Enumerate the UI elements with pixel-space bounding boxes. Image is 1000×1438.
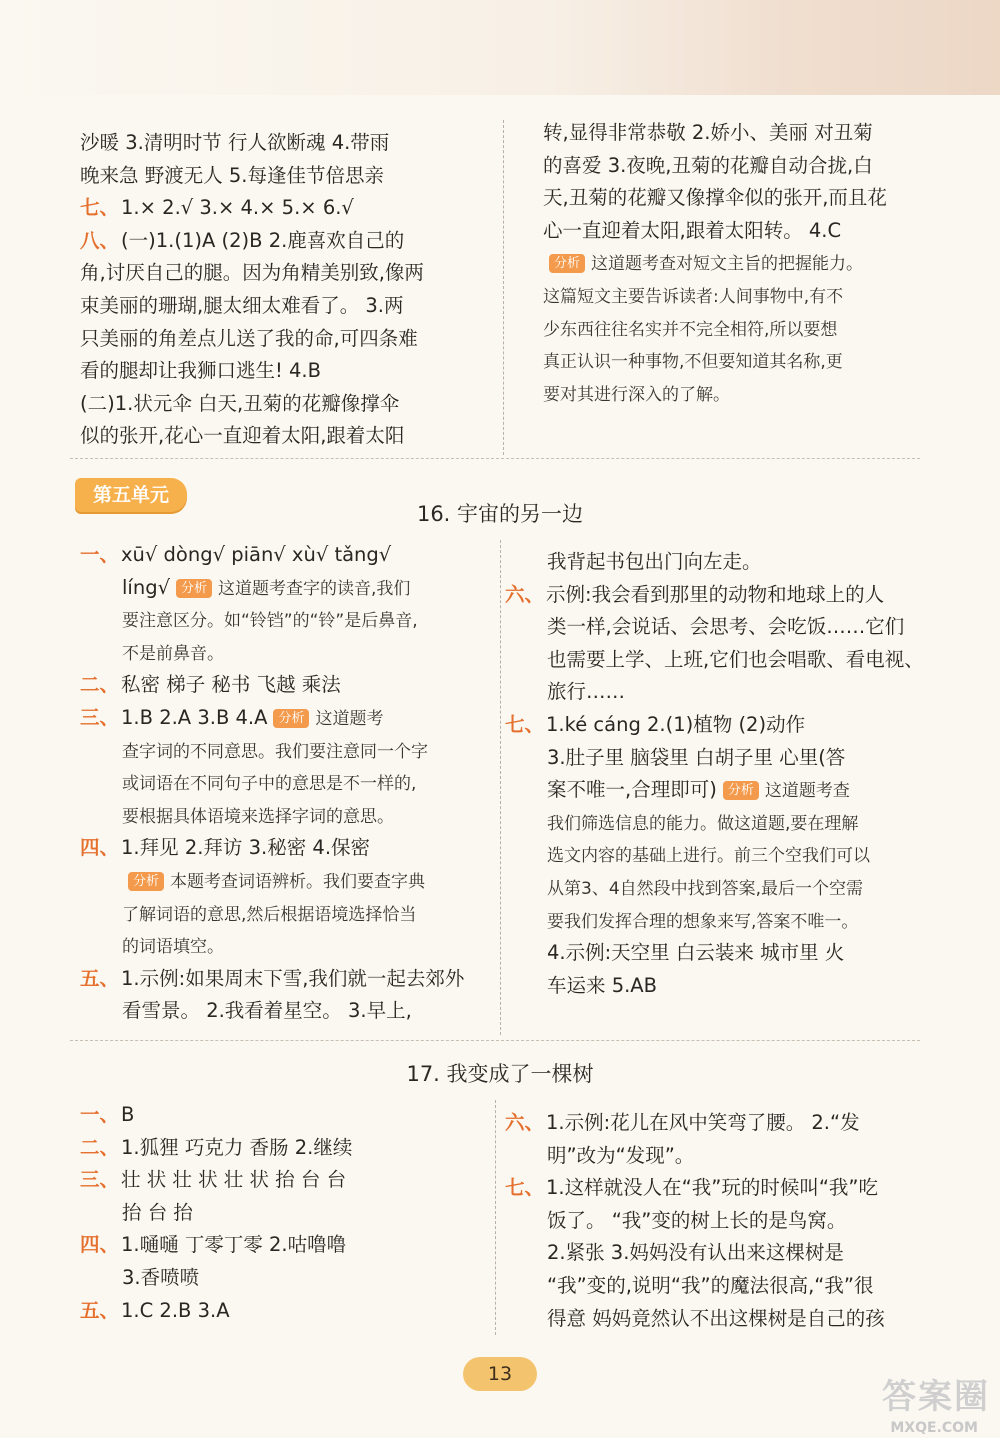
answer-line: 角,讨厌自己的腿。因为角精美别致,像两: [80, 261, 424, 285]
answer-text: 少东西往往名实并不完全相符,所以要想: [543, 319, 838, 340]
answer-line: [80, 604, 490, 637]
sec17-right-column: [505, 1107, 925, 1335]
section-16-title: 16. 宇宙的另一边: [416, 502, 584, 526]
answer-line: [505, 872, 925, 905]
answer-line: [80, 539, 490, 572]
answer-text: 1.ké cáng 2.(1)植物 (2)动作: [546, 712, 806, 736]
answer-line: [505, 905, 925, 938]
answer-line: [80, 669, 490, 702]
answer-line: [505, 1270, 925, 1303]
answer-line: [505, 970, 925, 1003]
question-marker: 六、: [505, 1111, 545, 1134]
answer-text: 得意 妈妈竟然认不出这棵树是自己的孩: [547, 1306, 885, 1330]
answer-line: [80, 637, 490, 670]
answer-line: [80, 800, 490, 833]
answer-text: 1.C 2.B 3.A: [121, 1298, 230, 1322]
answer-text: 也需要上学、上班,它们也会唱歌、看电视、: [547, 647, 924, 671]
answer-text: líng√: [122, 575, 170, 599]
answer-text: xū√ dòng√ piān√ xù√ tǎng√: [121, 543, 392, 566]
question-marker: 五、: [80, 1298, 120, 1322]
answer-text: B: [121, 1103, 135, 1126]
answer-line: 的喜爱 3.夜晚,丑菊的花瓣自动合拢,白: [543, 153, 873, 177]
answer-line: [80, 192, 490, 225]
watermark: 答案圈: [882, 1377, 990, 1417]
answer-line: [505, 579, 925, 612]
answer-line: [80, 1262, 490, 1295]
answer-text: 饭了。 “我”变的树上长的是鸟窝。: [547, 1208, 847, 1232]
answer-line: [80, 702, 490, 735]
answer-line: [80, 572, 490, 605]
answer-line: [80, 865, 490, 898]
answer-text: 我背起书包出门向左走。: [547, 550, 762, 573]
answer-line: [505, 807, 925, 840]
analysis-text: 这道题考查字的读音,我们: [218, 578, 411, 599]
answer-text: 要根据具体语境来选择字词的意思。: [122, 806, 394, 827]
analysis-text: 这道题考查: [764, 781, 850, 802]
question-marker: 五、: [80, 966, 120, 990]
separator-mid: [70, 1040, 920, 1041]
answer-text: 类一样,会说话、会思考、会吃饭……它们: [547, 615, 905, 639]
answer-text: 1.狐狸 巧克力 香肠 2.继续: [121, 1135, 353, 1159]
answer-line: [505, 1303, 925, 1336]
question-marker: 三、: [80, 1168, 120, 1192]
answer-text: 要对其进行深入的了解。: [543, 384, 730, 405]
answer-line: [505, 839, 925, 872]
watermark-url: MXQE.COM: [890, 1420, 978, 1436]
answer-line: 沙暖 3.清明时节 行人欲断魂 4.带雨: [80, 131, 390, 154]
answer-line: (二)1.状元伞 白天,丑菊的花瓣像撑伞: [80, 391, 400, 415]
answer-text: 抬 台 抬: [122, 1200, 193, 1224]
answer-text: 私密 梯子 秘书 飞越 乘法: [121, 673, 341, 697]
answer-line: [80, 995, 490, 1028]
answer-text: 示例:我会看到那里的动物和地球上的人: [546, 582, 885, 606]
question-marker: 七、: [505, 712, 545, 736]
question-marker: 二、: [80, 673, 120, 697]
answer-text: 不是前鼻音。: [122, 643, 224, 664]
answer-line: 心一直迎着太阳,跟着太阳转。 4.C: [543, 218, 842, 242]
section-17-title: 17. 我变成了一棵树: [406, 1062, 594, 1086]
answer-line: 晚来急 野渡无人 5.每逢佳节倍思亲: [80, 163, 385, 187]
answer-line: [80, 832, 490, 865]
answer-line: [505, 709, 925, 742]
answer-text: 4.示例:天空里 白云装来 城市里 火: [547, 941, 845, 965]
answer-line: [80, 767, 490, 800]
answer-text: 要我们发挥合理的想象来写,答案不唯一。: [547, 911, 859, 932]
answer-text: 了解词语的意思,然后根据语境选择恰当: [122, 904, 417, 925]
top-right-column: [543, 117, 923, 410]
answer-line: [80, 735, 490, 768]
answer-line: [80, 1295, 490, 1328]
answer-line: [80, 930, 490, 963]
answer-text: 我们筛选信息的能力。做这道题,要在理解: [547, 813, 859, 834]
answer-text: 1.示例:如果周末下雪,我们就一起去郊外: [121, 966, 465, 990]
sec17-left-column: [80, 1099, 490, 1327]
analysis-badge: 分析: [176, 579, 212, 598]
answer-line: 看的腿却让我狮口逃生! 4.B: [80, 359, 321, 383]
sec16-divider: [500, 540, 501, 1035]
answer-line: [505, 546, 925, 579]
top-left-column: [80, 127, 490, 453]
analysis-badge: 分析: [723, 781, 759, 800]
separator-top: [70, 458, 920, 459]
answer-line: [505, 1140, 925, 1173]
question-marker: 八、: [80, 228, 120, 252]
analysis-badge: 分析: [549, 254, 585, 273]
answer-line: [80, 1132, 490, 1165]
answer-line: [505, 1237, 925, 1270]
answer-text: 1.B 2.A 3.B 4.A: [121, 705, 268, 729]
answer-text: 1.示例:花儿在风中笑弯了腰。 2.“发: [546, 1111, 860, 1134]
answer-text: 1.嗵嗵 丁零丁零 2.咕噜噜: [121, 1233, 347, 1257]
question-marker: 七、: [505, 1176, 545, 1200]
answer-line: [543, 345, 923, 378]
answer-line: [80, 1197, 490, 1230]
answer-line: 似的张开,花心一直迎着太阳,跟着太阳: [80, 424, 405, 448]
answer-line: [543, 247, 923, 280]
answer-line: [505, 742, 925, 775]
answer-line: [505, 1107, 925, 1140]
analysis-text: 这道题考: [315, 708, 384, 729]
answer-text: “我”变的,说明“我”的魔法很高,“我”很: [547, 1273, 874, 1297]
top-decoration: [0, 0, 1000, 95]
answer-text: 1.× 2.√ 3.× 4.× 5.× 6.√: [121, 196, 354, 220]
question-marker: 三、: [80, 705, 120, 729]
answer-text: 3.香喷喷: [122, 1265, 200, 1289]
answer-line: [543, 313, 923, 346]
analysis-text: 本题考查词语辨析。我们要查字典: [170, 871, 426, 892]
answer-line: 束美丽的珊瑚,腿太细太难看了。 3.两: [80, 293, 404, 317]
answer-text: 2.紧张 3.妈妈没有认出来这棵树是: [547, 1241, 844, 1265]
unit-badge: 第五单元: [75, 478, 187, 512]
answer-text: (一)1.(1)A (2)B 2.鹿喜欢自己的: [121, 228, 405, 252]
question-marker: 一、: [80, 543, 120, 566]
page-number: 13: [463, 1357, 537, 1391]
answer-text: 真正认识一种事物,不但要知道其名称,更: [543, 352, 843, 373]
analysis-badge: 分析: [273, 709, 309, 728]
answer-text: 查字词的不同意思。我们要注意同一个字: [122, 741, 428, 762]
answer-text: 明”改为“发现”。: [547, 1143, 695, 1167]
answer-text: 的词语填空。: [122, 937, 224, 958]
answer-line: 天,丑菊的花瓣又像撑伞似的张开,而且花: [543, 186, 887, 210]
answer-text: 看雪景。 2.我看着星空。 3.早上,: [122, 999, 412, 1023]
answer-line: [505, 1205, 925, 1238]
answer-line: [80, 225, 490, 258]
answer-line: [505, 1172, 925, 1205]
sec17-divider: [495, 1100, 496, 1335]
answer-line: [543, 378, 923, 411]
answer-text: 3.肚子里 脑袋里 白胡子里 心里(答: [547, 745, 846, 769]
answer-text: 1.拜见 2.拜访 3.秘密 4.保密: [121, 836, 371, 860]
answer-line: [543, 280, 923, 313]
sec16-left-column: [80, 539, 490, 1028]
answer-text: 案不唯一,合理即可): [547, 778, 717, 802]
top-divider: [503, 120, 504, 455]
question-marker: 六、: [505, 582, 545, 606]
answer-line: [80, 1229, 490, 1262]
analysis-text: 这道题考查对短文主旨的把握能力。: [591, 254, 864, 275]
analysis-badge: 分析: [128, 872, 164, 891]
answer-line: [505, 611, 925, 644]
question-marker: 七、: [80, 196, 120, 220]
answer-line: [80, 1099, 490, 1132]
question-marker: 四、: [80, 1233, 120, 1257]
answer-text: 这篇短文主要告诉读者:人间事物中,有不: [543, 286, 844, 307]
answer-line: [505, 774, 925, 807]
answer-line: [80, 1164, 490, 1197]
answer-text: 或词语在不同句子中的意思是不一样的,: [122, 774, 417, 795]
answer-line: 只美丽的角差点儿送了我的命,可四条难: [80, 326, 418, 350]
answer-text: 车运来 5.AB: [547, 973, 658, 997]
answer-text: 从第3、4自然段中找到答案,最后一个空需: [547, 878, 864, 899]
answer-text: 旅行……: [547, 680, 626, 704]
answer-line: [505, 937, 925, 970]
answer-line: [80, 898, 490, 931]
answer-line: [505, 644, 925, 677]
sec16-right-column: [505, 546, 925, 1002]
answer-text: 壮 状 壮 状 壮 状 抬 台 台: [121, 1168, 347, 1192]
answer-line: [80, 963, 490, 996]
question-marker: 一、: [80, 1103, 120, 1126]
answer-text: 1.这样就没人在“我”玩的时候叫“我”吃: [546, 1176, 879, 1200]
question-marker: 二、: [80, 1135, 120, 1159]
answer-text: 要注意区分。如“铃铛”的“铃”是后鼻音,: [122, 611, 418, 632]
question-marker: 四、: [80, 836, 120, 860]
answer-line: 转,显得非常恭敬 2.娇小、美丽 对丑菊: [543, 121, 873, 144]
answer-text: 选文内容的基础上进行。前三个空我们可以: [547, 846, 870, 867]
answer-line: [505, 676, 925, 709]
